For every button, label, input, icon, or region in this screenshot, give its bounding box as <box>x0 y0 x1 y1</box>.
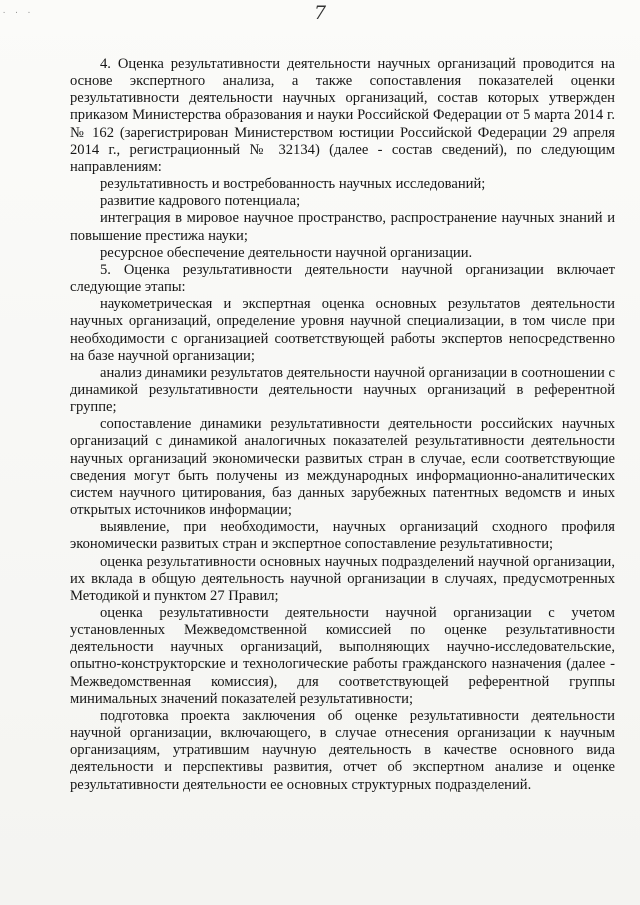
direction-item: результативность и востребованность научных исследований; <box>100 176 486 193</box>
paragraph-5: 5. Оценка результативности деятельности научной организации включает следующие этапы: <box>70 261 615 296</box>
direction-item: интеграция в мировое научное пространство, распространение научных знаний и повышение престижа науки; <box>70 210 615 244</box>
page-number: 7 <box>313 2 327 24</box>
stage-item: наукометрическая и экспертная оценка основных результатов деятельности научных организаций, определение уровня научной специализации, в том числе при необходимости с организацией соответствующей работы экспертов непосредственно на базе научной организации; <box>70 296 615 364</box>
stage-item: сопоставление динамики результативности деятельности российских научных организаций с динамикой аналогичных показателей результативности деятельности научных организаций экономически развитых стран в случае, если соответствующие сведения могут быть получены из международных информационно-аналитических систем научного цитирования, баз данных зарубежных патентных ведомств и иных открытых источников информации; <box>70 416 615 519</box>
stage-item: анализ динамики результатов деятельности научной организации в соотношении с динамикой результативности деятельности научных организаций в референтной группе; <box>70 364 615 416</box>
scan-mark: · · · <box>2 9 34 17</box>
stage-item: выявление, при необходимости, научных организаций сходного профиля экономически развитых стран и экспертное сопоставление результативности; <box>70 519 615 553</box>
document-body <box>70 56 615 794</box>
direction-item: ресурсное обеспечение деятельности научной организации. <box>100 244 473 261</box>
stage-item: оценка результативности основных научных подразделений научной организации, их вклада в общую деятельность научной организации в случаях, предусмотренных Методикой и пунктом 27 Правил; <box>70 553 615 604</box>
direction-item: развитие кадрового потенциала; <box>100 193 301 210</box>
stage-item: подготовка проекта заключения об оценке результативности деятельности научной организации, включающего, в случае отнесения организации к научным организациям, утратившим научную деятельность в качестве основного вида деятельности и перспективы развития, отчет об экспертном анализе и оценке результативности деятельности ее основных структурных подразделений. <box>70 707 615 793</box>
stage-item: оценка результативности деятельности научной организации с учетом установленных Межведомственной комиссией по оценке результативности деятельности научных организаций, выполняющих научно-исследовательские, опытно-конструкторские и технологические работы гражданского назначения (далее - Межведомственная комиссия), для соответствующей референтной группы минимальных значений показателей результативности; <box>70 605 615 707</box>
paragraph-4: 4. Оценка результативности деятельности научных организаций проводится на основе экспертного анализа, а также сопоставления показателей оценки результативности деятельности научных организаций, состав которых утвержден приказом Министерства образования и науки Российской Федерации от 5 марта 2014 г. № 162 (зарегистрирован Министерством юстиции Российской Федерации 29 апреля 2014 г., регистрационный № 32134) (далее - состав сведений), по следующим направлениям: <box>70 56 615 175</box>
